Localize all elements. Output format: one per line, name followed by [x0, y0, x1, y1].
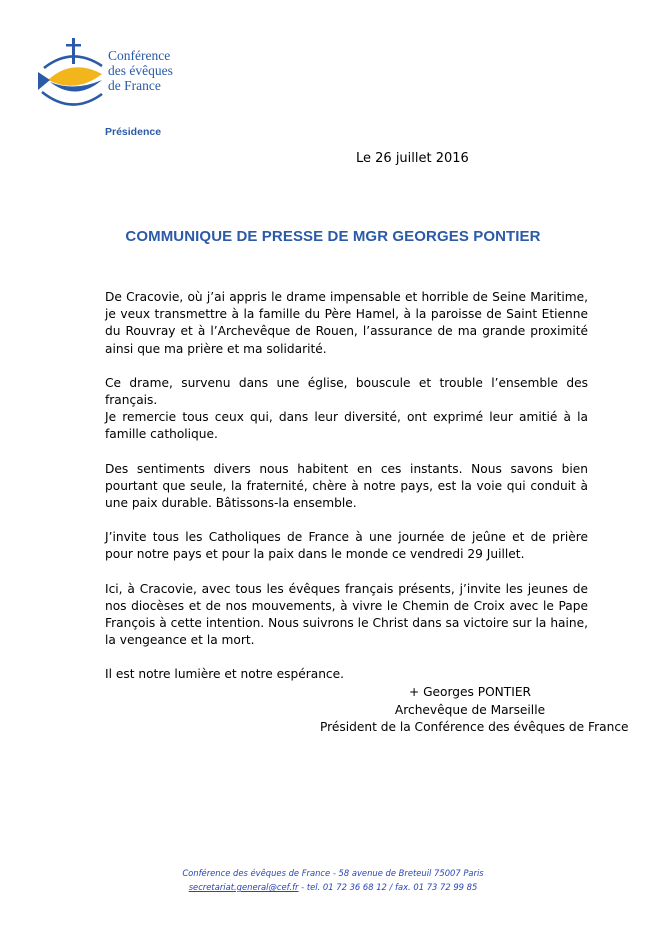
paragraph: J’invite tous les Catholiques de France à une journée de jeûne et de prière pour notre pays et pour la paix dans le monde ce vendredi 29 Juillet. [105, 530, 588, 562]
paragraph: Il est notre lumière et notre espérance. [105, 667, 344, 682]
signature-block [320, 684, 629, 737]
paragraph: De Cracovie, où j’ai appris le drame impensable et horrible de Seine Maritime, je veux transmettre à la famille du Père Hamel, à la paroisse de Saint Etienne du Rouvray et à l’Archevêque de Rouen, l’assurance de ma grande proximité ainsi que ma prière et ma solidarité. [105, 290, 588, 356]
footer-phone-fax: - tel. 01 72 36 68 12 / fax. 01 73 72 99 85 [298, 882, 478, 892]
signature-role: Archevêque de Marseille [394, 702, 546, 717]
paragraph: Ici, à Cracovie, avec tous les évêques français présents, j’invite les jeunes de nos diocèses et de nos mouvements, à vivre le Chemin de Croix avec le Pape François à cette intention. Nous suivrons le Christ dans sa victoire sur la haine, la vengeance et la mort. [105, 581, 588, 648]
paragraph: Des sentiments divers nous habitent en ces instants. Nous savons bien pourtant que seule, la fraternité, chère à notre pays, est la voie qui conduit à une paix durable. Bâtissons-la ensemble. [105, 461, 588, 511]
letter-body [105, 289, 588, 701]
logo-line: Conférence [108, 48, 171, 63]
paragraph: Je remercie tous ceux qui, dans leur diversité, ont exprimé leur amitié à la famille catholique. [105, 410, 588, 442]
logo-text [108, 48, 173, 93]
signature-name: + Georges PONTIER [408, 685, 531, 699]
page-title: COMMUNIQUE DE PRESSE DE MGR GEORGES PONTIER [125, 228, 541, 245]
footer-contact-line [0, 880, 666, 894]
logo-line: de France [108, 78, 161, 93]
fish-cross-icon [36, 36, 106, 116]
logo [36, 36, 186, 116]
email-link[interactable]: secretariat.general@cef.fr [188, 882, 299, 892]
department-label: Présidence [105, 126, 162, 138]
letter-date: Le 26 juillet 2016 [356, 151, 469, 166]
logo-line: des évêques [108, 63, 173, 78]
signature-title: Président de la Conférence des évêques de France [320, 720, 629, 734]
footer [0, 866, 666, 894]
paragraph: Ce drame, survenu dans une église, bouscule et trouble l’ensemble des français. [105, 375, 588, 408]
footer-address: Conférence des évêques de France - 58 avenue de Breteuil 75007 Paris [182, 868, 484, 878]
